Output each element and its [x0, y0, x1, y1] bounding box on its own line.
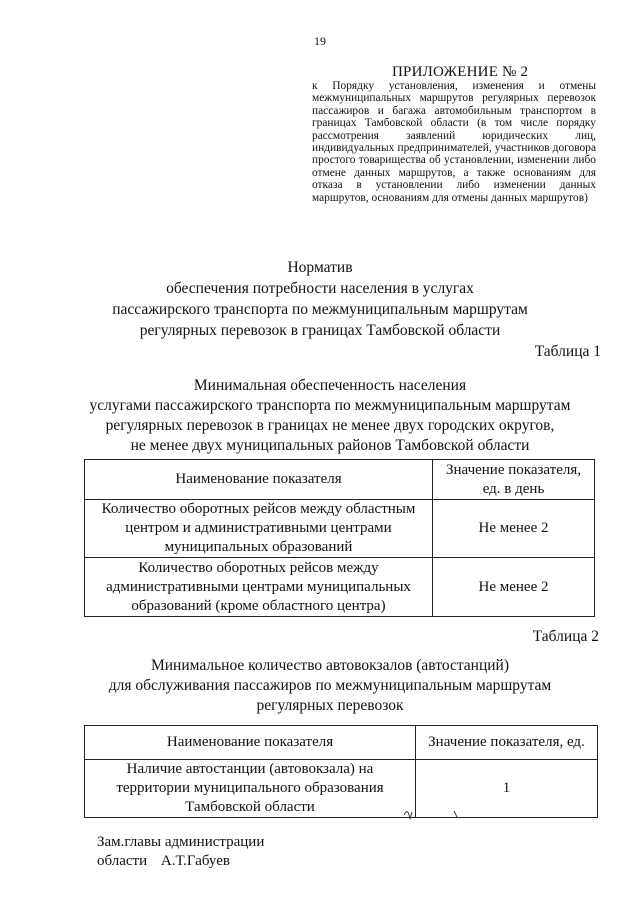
- norm-heading: [60, 257, 580, 341]
- table-row: [85, 558, 595, 617]
- appendix-description: к Порядку установления, изменения и отмены межмуниципальных маршрутов регулярных перевозок пассажиров и багажа автомобильным транспортом в границах Тамбовской области (в том числе порядку рассмотрения заявлений юридических лиц, индивидуальных предпринимателей, участников договора простого товарищества об установлении, изменении либо отмене данных маршрутов, а также основаниям для отказа в установлении либо изменении данных маршрутов, основаниям для отмены данных маршрутов): [312, 80, 596, 204]
- norm-heading-line: регулярных перевозок в границах Тамбовской области: [139, 322, 501, 339]
- table2-label: Таблица 2: [532, 628, 599, 645]
- table1-heading-line: регулярных перевозок в границах не менее двух городских округов,: [105, 417, 555, 434]
- signature-scribble-icon: [400, 803, 470, 825]
- table1-heading-line: Минимальная обеспеченность населения: [193, 377, 467, 394]
- norm-heading-line: Норматив: [287, 259, 353, 276]
- table1: [84, 459, 595, 617]
- table-header-cell: Значение показателя, ед. в день: [433, 460, 595, 500]
- table-header-cell: Значение показателя, ед.: [416, 726, 598, 760]
- table-header-cell: Наименование показателя: [85, 460, 433, 500]
- table-header-cell: Наименование показателя: [85, 726, 416, 760]
- table2-heading-line: регулярных перевозок: [256, 697, 404, 714]
- norm-heading-line: обеспечения потребности населения в услугах: [166, 280, 474, 297]
- table2-heading: [40, 656, 620, 716]
- signature-block: [97, 833, 264, 871]
- table-header-row: [85, 726, 598, 760]
- signature-area: области: [97, 853, 148, 869]
- table-cell: Количество оборотных рейсов между областным центром и административными центрами муниципальных образований: [85, 500, 433, 558]
- table2-heading-line: для обслуживания пассажиров по межмуниципальным маршрутам: [108, 677, 552, 694]
- signature-line: [97, 852, 264, 871]
- table-row: [85, 760, 598, 818]
- appendix-title: ПРИЛОЖЕНИЕ № 2: [392, 64, 529, 80]
- table-cell: Количество оборотных рейсов между административными центрами муниципальных образований (кроме областного центра): [85, 558, 433, 617]
- table-cell: Не менее 2: [433, 558, 595, 617]
- signature-position: Зам.главы администрации: [97, 834, 265, 850]
- page-number: 19: [314, 34, 326, 48]
- table-cell: 1: [416, 760, 598, 818]
- table-cell: Не менее 2: [433, 500, 595, 558]
- norm-heading-line: пассажирского транспорта по межмуниципальным маршрутам: [112, 301, 528, 318]
- table1-heading-line: услугами пассажирского транспорта по межмуниципальным маршрутам: [89, 397, 571, 414]
- table-row: [85, 500, 595, 558]
- table1-heading: [40, 376, 620, 456]
- table1-heading-line: не менее двух муниципальных районов Тамбовской области: [130, 437, 530, 454]
- table1-label: Таблица 1: [534, 343, 601, 360]
- signature-name: А.Т.Габуев: [160, 853, 230, 869]
- table2-heading-line: Минимальное количество автовокзалов (автостанций): [150, 657, 510, 674]
- table-cell: Наличие автостанции (автовокзала) на территории муниципального образования Тамбовской области: [85, 760, 416, 818]
- table-header-row: [85, 460, 595, 500]
- table2: [84, 725, 598, 818]
